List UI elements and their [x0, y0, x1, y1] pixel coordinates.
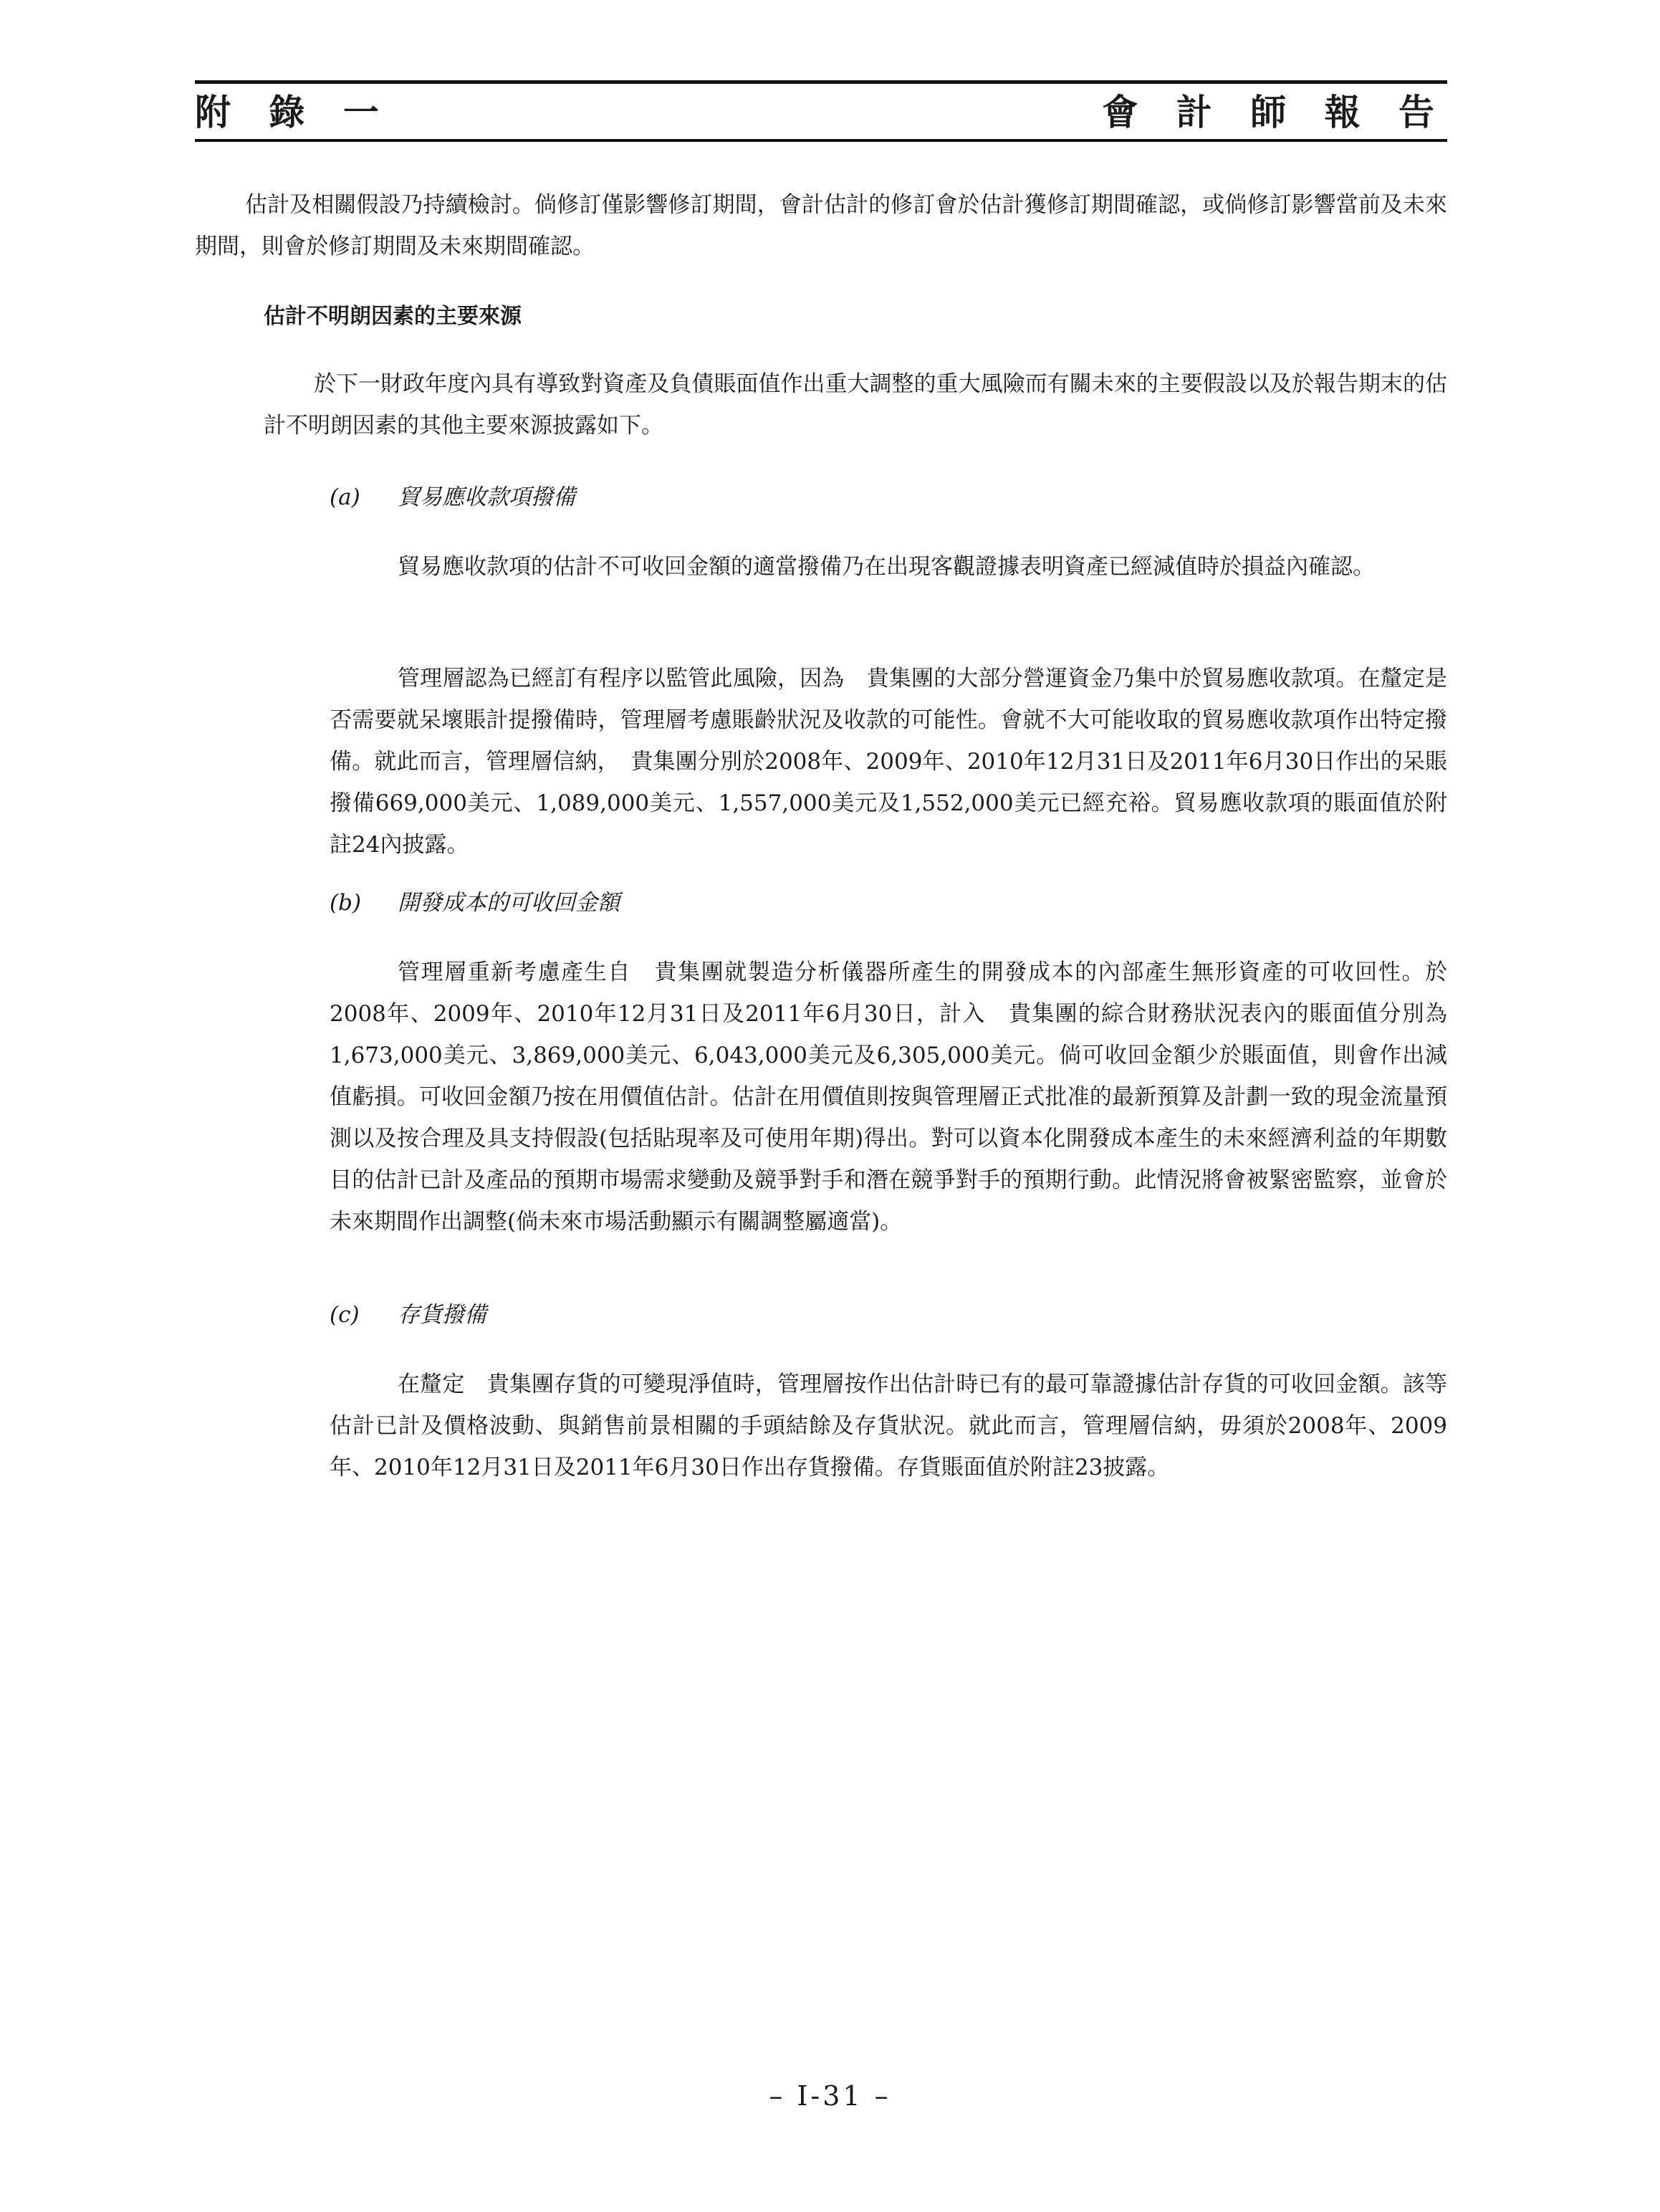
subsection-a-marker: (a)	[330, 484, 360, 510]
header-report-title: 會 計 師 報 告	[1102, 91, 1447, 133]
header-top-rule	[195, 80, 1447, 84]
subsection-b-paragraph-1: 管理層重新考慮產生自 貴集團就製造分析儀器所產生的開發成本的內部產生無形資產的可收回性。於2008年、2009年、2010年12月31日及2011年6月30日，計入 貴集團的綜合財務狀況表內的賬面值分別為1,673,000美元、3,869,000美元、6,043,000美元及6,305,000美元。倘可收回金額少於賬面值，則會作出減值虧損。可收回金額乃按在用價值估計。估計在用價值則按與管理層正式批准的最新預算及計劃一致的現金流量預測以及按合理及具支持假設(包括貼現率及可使用年期)得出。對可以資本化開發成本產生的未來經濟利益的年期數目的估計已計及產品的預期市場需求變動及競爭對手和潛在競爭對手的預期行動。此情況將會被緊密監察，並會於未來期間作出調整(倘未來市場活動顯示有關調整屬適當)。	[330, 959, 1447, 1235]
subsection-a-heading	[330, 477, 575, 518]
subsection-c-paragraph-1: 在釐定 貴集團存貨的可變現淨值時，管理層按作出估計時已有的最可靠證據估計存貨的可收回金額。該等估計已計及價格波動、與銷售前景相關的手頭結餘及存貨狀況。就此而言，管理層信納，毋須於2008年、2009年、2010年12月31日及2011年6月30日作出存貨撥備。存貨賬面值於附註23披露。	[330, 1371, 1447, 1480]
subsection-c-marker: (c)	[330, 1302, 360, 1328]
subsection-b-marker: (b)	[330, 890, 362, 916]
subsection-b-heading	[330, 882, 620, 924]
section-heading: 估計不明朗因素的主要來源	[264, 304, 522, 329]
header-appendix-title: 附 錄 一	[195, 91, 392, 133]
subsection-b-title: 開發成本的可收回金額	[398, 890, 620, 916]
subsection-c-heading	[330, 1294, 486, 1336]
subsection-a-paragraph-2: 管理層認為已經訂有程序以監管此風險，因為 貴集團的大部分營運資金乃集中於貿易應收款項。在釐定是否需要就呆壞賬計提撥備時，管理層考慮賬齡狀況及收款的可能性。會就不大可能收取的貿易應收款項作出特定撥備。就此而言，管理層信納， 貴集團分別於2008年、2009年、2010年12月31日及2011年6月30日作出的呆賬撥備669,000美元、1,089,000美元、1,557,000美元及1,552,000美元已經充裕。貿易應收款項的賬面值於附註24內披露。	[330, 666, 1447, 858]
section-intro-paragraph: 於下一財政年度內具有導致對資產及負債賬面值作出重大調整的重大風險而有關未來的主要假設以及於報告期末的估計不明朗因素的其他主要來源披露如下。	[264, 371, 1447, 439]
subsection-a-title: 貿易應收款項撥備	[398, 484, 575, 510]
intro-paragraph: 估計及相關假設乃持續檢討。倘修訂僅影響修訂期間，會計估計的修訂會於估計獲修訂期間確認，或倘修訂影響當前及未來期間，則會於修訂期間及未來期間確認。	[195, 192, 1447, 259]
subsection-a-paragraph-1: 貿易應收款項的估計不可收回金額的適當撥備乃在出現客觀證據表明資產已經減值時於損益內確認。	[398, 554, 1375, 580]
subsection-c-title: 存貨撥備	[398, 1302, 486, 1328]
header-bottom-rule	[195, 139, 1447, 142]
page-number: – I-31 –	[769, 2080, 891, 2112]
